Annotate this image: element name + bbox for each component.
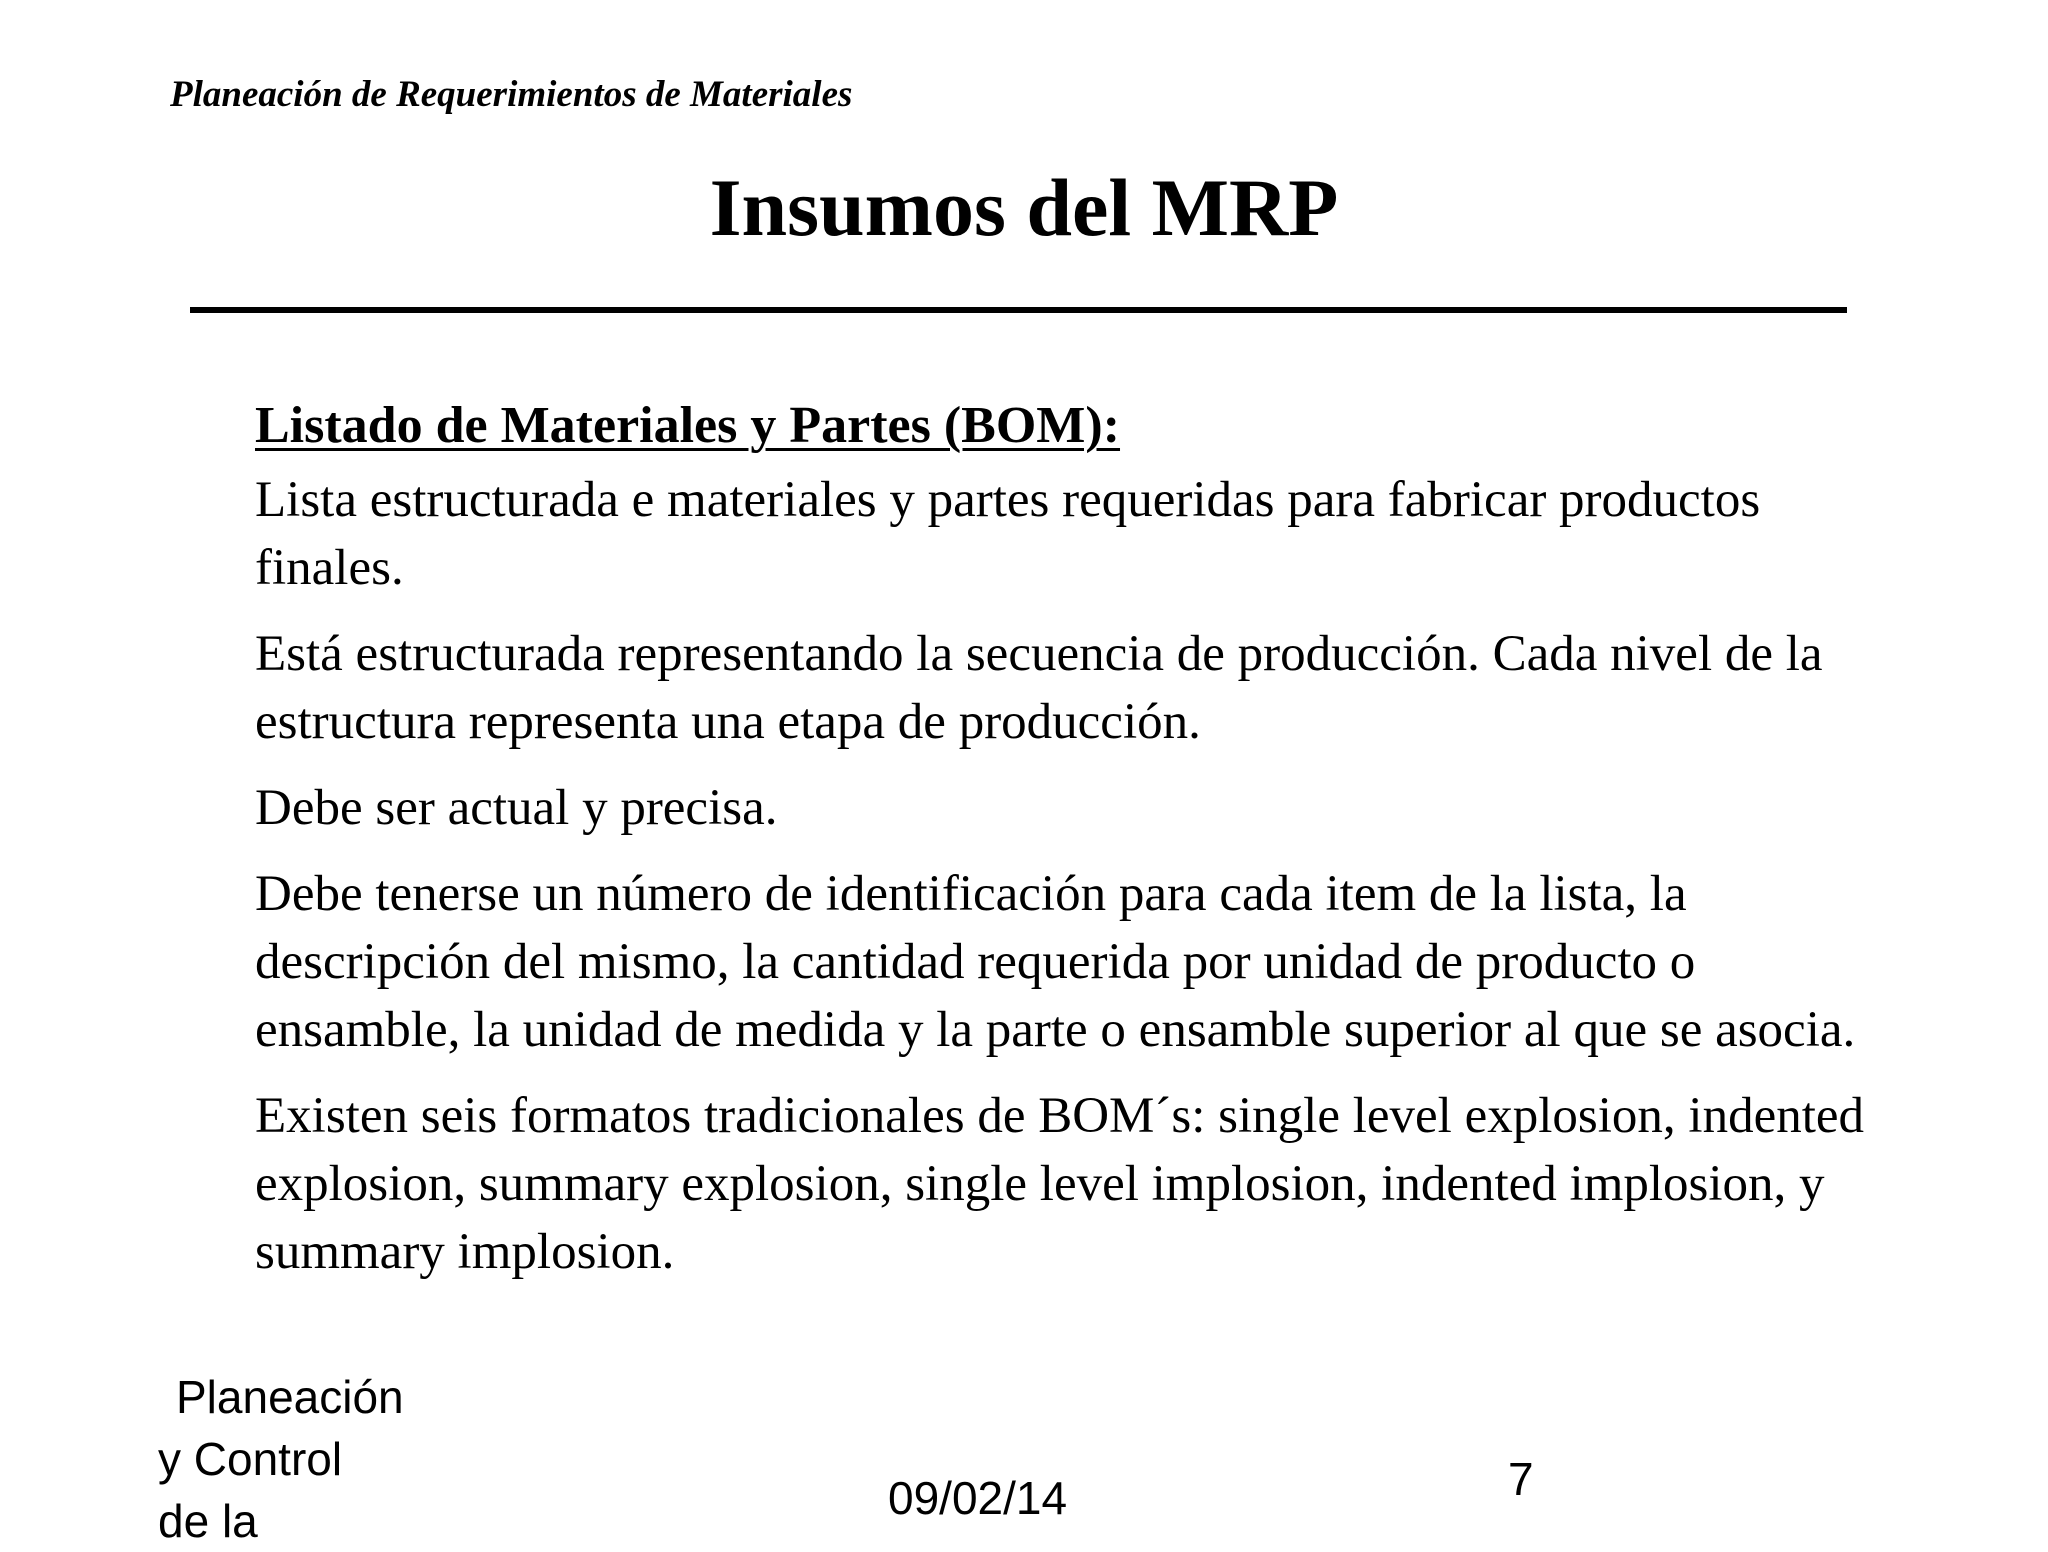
section-heading: Listado de Materiales y Partes (BOM): [255,397,1121,454]
header-note: Planeación de Requerimientos de Materiales [170,74,853,115]
footer-course-title [158,1366,404,1552]
paragraph-identification: Debe tenerse un número de identificación para cada item de la lista, la descripción del mismo, la cantidad requerida por unidad de producto o ensamble, la unidad de medida y la parte o ensamble superior al que se asocia. [255,866,1856,1058]
footer-course-line: y Control [158,1433,343,1485]
footer-course-line: de la [158,1495,258,1547]
paragraph-structure: Está estructurada representando la secuencia de producción. Cada nivel de la estructura representa una etapa de producción. [255,626,1823,750]
paragraph-definition: Lista estructurada e materiales y partes requeridas para fabricar productos finales. [255,472,1761,596]
slide-content [255,392,1905,1304]
title-divider [190,307,1847,313]
paragraph-accuracy: Debe ser actual y precisa. [255,780,778,836]
footer-date: 09/02/14 [888,1472,1068,1524]
slide-title: Insumos del MRP [709,162,1339,253]
paragraph-formats: Existen seis formatos tradicionales de BOM´s: single level explosion, indented explosion, summary explosion, single level implosion, indented implosion, y summary implosion. [255,1088,1865,1280]
footer-course-line: Planeación [176,1371,404,1423]
page-number: 7 [1508,1453,1534,1505]
